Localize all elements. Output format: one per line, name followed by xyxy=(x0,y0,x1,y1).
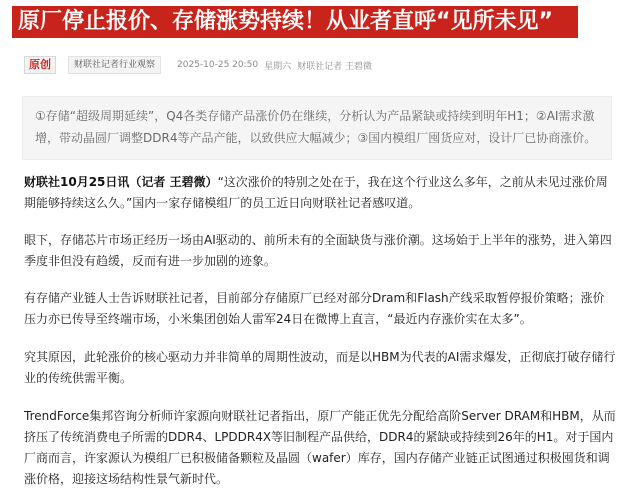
channel-tag[interactable]: 财联社记者行业观察 xyxy=(68,56,161,74)
author-line: 财联社记者 王碧微 xyxy=(297,61,373,72)
publish-weekday: 星期六 xyxy=(264,61,292,72)
article-summary: ①存储“超级周期延续”，Q4各类存储产品涨价仍在继续，分析认为产品紧缺或持续到明年H1；②AI需求激增，带动晶圆厂调整DDR4等产品产能，以致供应大幅减少；③国内模组厂囤货应对，设计厂已协商涨价。 xyxy=(22,96,612,160)
paragraph-text: 究其原因，此轮涨价的核心驱动力并非简单的周期性波动，而是以HBM为代表的AI需求爆发，正彻底打破存储行业的传统供需平衡。 xyxy=(24,350,616,385)
paragraph-3 xyxy=(24,288,616,332)
original-badge: 原创 xyxy=(24,56,56,74)
paragraph-text: 有存储产业链人士告诉财联社记者，目前部分存储原厂已经对部分Dram和Flash产线采取暂停报价策略；涨价压力亦已传导至终端市场，小米集团创始人雷军24日在微博上直言，“最近内存涨价实在太多”。 xyxy=(24,291,605,326)
paragraph-text: 眼下，存储芯片市场正经历一场由AI驱动的、前所未有的全面缺货与涨价潮。这场始于上半年的涨势，进入第四季度非但没有趋缓，反而有进一步加剧的迹象。 xyxy=(24,233,612,268)
publish-datetime: 2025-10-25 20:50 xyxy=(177,60,259,70)
paragraph-5 xyxy=(24,406,616,492)
paragraph-1 xyxy=(24,172,616,216)
article-headline: 原厂停止报价、存储涨势持续！从业者直呼“见所未见” xyxy=(12,6,578,38)
article-meta xyxy=(24,56,372,74)
paragraph-2 xyxy=(24,230,616,274)
paragraph-lead: 财联社10月25日讯（记者 王碧微） xyxy=(24,175,218,189)
paragraph-text: TrendForce集邦咨询分析师许家源向财联社记者指出，原厂产能正优先分配给高阶Server DRAM和HBM，从而挤压了传统消费电子所需的DDR4、LPDDR4X等旧制程产品供给，DDR4的紧缺或持续到26年的H1。对于国内厂商而言，许家源认为模组厂已积极储备颗粒及晶圆（wafer）库存，国内存储产业链正试图通过积极囤货和调涨价格，迎接这场结构性景气新时代。 xyxy=(24,409,616,486)
paragraph-text: “这次涨价的特别之处在于，我在这个行业这么多年，之前从未见过涨价周期能够持续这么久。”国内一家存储模组厂的员工近日向财联社记者感叹道。 xyxy=(24,175,608,210)
paragraph-4 xyxy=(24,347,616,391)
